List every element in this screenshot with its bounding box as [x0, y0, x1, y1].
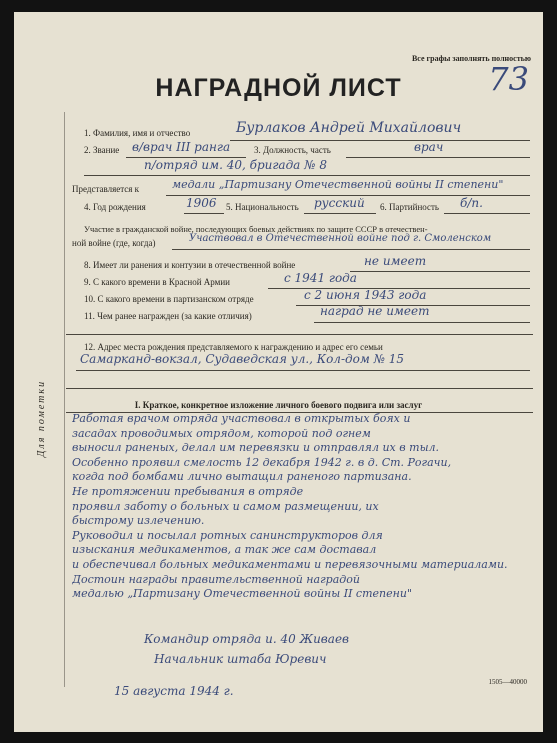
- page-title: НАГРАДНОЙ ЛИСТ: [155, 74, 402, 102]
- field-7-value: Участвовал в Отечественной войне под г. Смоленском: [189, 233, 492, 244]
- corner-number: 73: [488, 60, 529, 98]
- presented-value: медали „Партизану Отечественной войны II степени": [172, 178, 504, 191]
- field-5-label: 5. Национальность: [226, 202, 299, 212]
- story-line: Не протяжении пребывания в отряде: [72, 484, 304, 498]
- story-line: Работая врачом отряда участвовал в открытых боях и: [72, 412, 411, 425]
- unit-value: п/отряд им. 40, бригада № 8: [144, 158, 327, 172]
- date-value: 15 августа 1944 г.: [114, 684, 234, 698]
- fill-notice: Все графы заполнять полностью: [411, 54, 531, 63]
- field-8-label: 8. Имеет ли ранения и контузии в отечественной войне: [84, 260, 296, 270]
- story-line: Руководил и посылал ротных санинструкторов для: [72, 528, 383, 542]
- field-7-label-cont: ной войне (где, когда): [72, 238, 156, 248]
- story-line: быстрому излечению.: [72, 514, 205, 528]
- story-line: изыскания медикаментов, а так же сам доставал: [72, 543, 377, 557]
- field-6-label: 6. Партийность: [380, 202, 440, 212]
- story-line: проявил заботу о больных и самом размещении, их: [72, 499, 379, 513]
- chief-of-staff-signature: Начальник штаба Юревич: [154, 652, 327, 666]
- divider: [66, 334, 533, 335]
- field-4-label: 4. Год рождения: [84, 202, 146, 212]
- section-title: I. Краткое, конкретное изложение личного боевого подвига или заслуг: [134, 400, 423, 410]
- field-3-value: врач: [414, 140, 444, 154]
- field-1-label: 1. Фамилия, имя и отчество: [84, 128, 191, 138]
- field-3-label: 3. Должность, часть: [254, 145, 331, 155]
- field-7-label: Участие в гражданской войне, последующих боевых действиях по защите СССР в отечествен-: [84, 224, 428, 234]
- story-line: Особенно проявил смелость 12 декабря 1942 г. в д. Ст. Рогачи,: [72, 455, 452, 469]
- print-mark: 1505—40000: [488, 678, 527, 686]
- field-1-value: Бурлаков Андрей Михайлович: [236, 120, 462, 136]
- field-5-value: русский: [314, 196, 365, 210]
- field-4-value: 1906: [186, 196, 217, 210]
- story-line: выносил раненых, делал им перевязки и отправлял их в тыл.: [72, 441, 440, 455]
- field-8-value: не имеет: [364, 254, 427, 268]
- margin-note: Для пометки: [36, 379, 47, 457]
- field-9-value: с 1941 года: [284, 271, 357, 285]
- story-line: Достоин награды правительственной наградой: [72, 572, 360, 586]
- field-9-label: 9. С какого времени в Красной Армии: [84, 277, 230, 287]
- commander-signature: Командир отряда и. 40 Живаев: [144, 632, 350, 646]
- field-12-label: 12. Адрес места рождения представляемого к награждению и адрес его семьи: [84, 342, 383, 352]
- story-line: когда под бомбами лично вытащил раненого партизана.: [72, 470, 412, 484]
- field-2-value: в/врач III ранга: [132, 140, 231, 154]
- field-6-value: б/п.: [460, 196, 483, 210]
- merit-description: [72, 412, 532, 602]
- field-10-value: с 2 июня 1943 года: [304, 288, 427, 302]
- field-10-label: 10. С какого времени в партизанском отряде: [84, 294, 254, 304]
- story-line: засадах проводимых отрядом, которой под огнем: [72, 426, 371, 440]
- field-12-value: Самарканд-вокзал, Судаведская ул., Кол-дом № 15: [80, 352, 405, 366]
- presented-label: Представляется к: [72, 184, 140, 194]
- divider: [66, 388, 533, 389]
- field-11-label: 11. Чем ранее награжден (за какие отличия): [84, 311, 252, 321]
- award-sheet: [14, 12, 543, 732]
- field-11-value: наград не имеет: [320, 304, 430, 318]
- story-line: и обеспечивал больных медикаментами и перевязочными материалами.: [72, 557, 508, 571]
- story-line: медалью „Партизану Отечественной войны II степени": [72, 587, 413, 601]
- field-2-label: 2. Звание: [84, 145, 120, 155]
